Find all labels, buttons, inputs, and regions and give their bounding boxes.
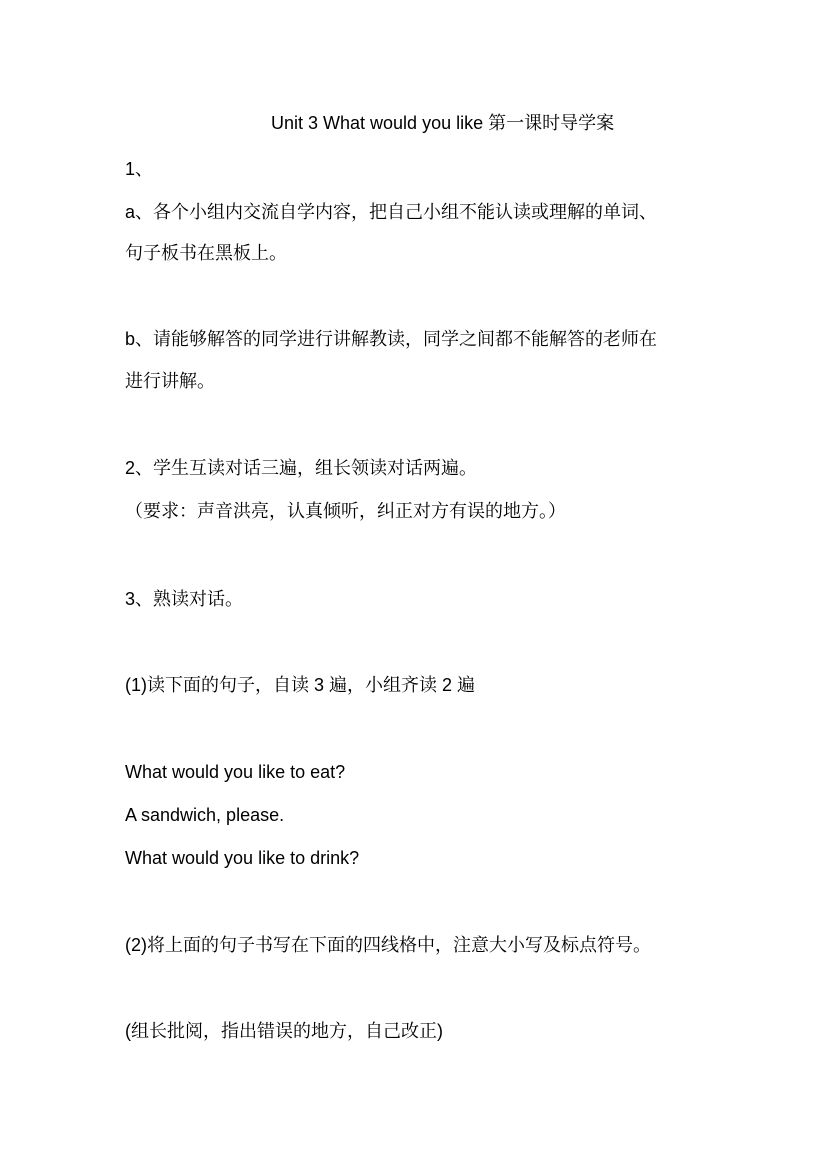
- section-3-part-1: (1)读下面的句子，自读 3 遍，小组齐读 2 遍: [125, 675, 476, 695]
- item-a-line-1: a、各个小组内交流自学内容，把自己小组不能认读或理解的单词、: [125, 202, 658, 222]
- section-3-part-2: (2)将上面的句子书写在下面的四线格中，注意大小写及标点符号。: [125, 935, 651, 955]
- item-b-line-1: b、请能够解答的同学进行讲解教读，同学之间都不能解答的老师在: [125, 329, 658, 349]
- section-2-requirement: （要求：声音洪亮，认真倾听，纠正对方有误的地方。）: [125, 501, 566, 521]
- section-3-part-3: (组长批阅，指出错误的地方，自己改正): [125, 1021, 443, 1041]
- dialogue-sentence: What would you like to eat?: [125, 762, 346, 782]
- document-title: Unit 3 What would you like 第一课时导学案: [271, 113, 615, 133]
- section-1-number: 1、: [125, 159, 154, 179]
- dialogue-sentence: A sandwich, please.: [125, 805, 285, 825]
- item-b-line-2: 进行讲解。: [125, 371, 215, 391]
- dialogue-sentence: What would you like to drink?: [125, 848, 360, 868]
- item-a-line-2: 句子板书在黑板上。: [125, 243, 287, 263]
- section-3-text: 3、熟读对话。: [125, 589, 244, 609]
- section-2-text: 2、学生互读对话三遍，组长领读对话两遍。: [125, 458, 478, 478]
